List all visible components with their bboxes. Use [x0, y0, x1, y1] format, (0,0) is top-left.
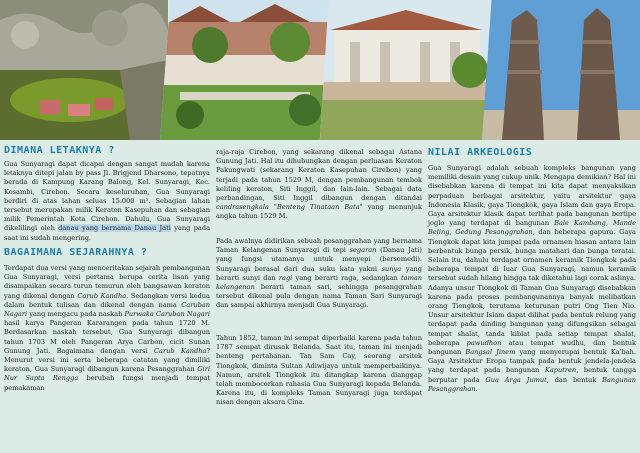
text: yang berarti sunyi dan [216, 264, 422, 282]
text: yang berarti raga, sedangkan [292, 273, 401, 282]
paragraph-arkeologis [428, 164, 636, 394]
text: raja-raja Cirebon, yang sekarang dikenal sebagai Astana Gunung Jati. Hal itu dihubungkan dengan perluasan Keraton Pakungwati (sekarang Keraton Kasepuhan Cirebon) yang terjadi pada tahun 1529 M, dengan pembangunan tembok keliling keraton, Siti Inggil, dan lain-lain. Sebagai data perbandingan, Siti Inggil dibangun dengan ditandai [216, 148, 422, 203]
text: atau tempat wudhu, dan bentuk bangunan [428, 338, 636, 357]
paragraph-mid-3: Tahun 1852, taman ini sempat diperbaiki karena pada tahun 1787 sempat dirusak Belanda. Saat itu, taman ini menjadi benteng pertahanan. Tan Sam Cay, seorang arsitek Tiongkok, diminta Sultan Adiwijaya untuk memperbaikinya. Namun, arsitek Tiongkok itu ditangkap karena dianggap telah membocorkan rahasia Gua Sunyaragi kepada Belanda. Karena itu, di kompleks Taman Sunyaragi juga terdapat nisan dengan aksara Cina. [216, 334, 422, 407]
text-em: Giri Nur Sapta Rengga [4, 365, 210, 383]
text: Terdapat dua versi yang menceritakan sejarah pembangunan Gua Sunyaragi, versi pertama berupa cerita lisan yang disampaikan secara turun temurun oleh bangsawan keraton yang dikenal dengan [4, 264, 210, 300]
paragraph-mid-2 [216, 237, 422, 311]
text-letak-highlight: danau yang bernama Danau Jati [58, 224, 171, 233]
text-em: segaran [349, 246, 377, 255]
text: hasil karya Pangeran Kararangen pada tahun 1720 M. Berdasarkan naskah tersebut, Gua Sunyaragi dibangun tahun 1703 M oleh Pangeran Arya Carbon, cicit Sunan Gunung Jati. Bagaimana dengan versi [4, 319, 210, 355]
text: berarti taman sari, sehingga pesanggrahan tersebut dikenal pula dengan nama Taman Sari Sunyaragi dan sampai akhirnya menjadi Gua Sunyaragi. [216, 283, 422, 310]
text-em: Carub Kandha [77, 291, 127, 300]
text-em: Kaputren [544, 366, 577, 375]
paragraph-mid-1 [216, 148, 422, 222]
text-em: Bangunan Pesanggrahan [428, 375, 637, 393]
text-letak-1: Gua Sunyaragi dapat dicapai dengan sangat mudah karena letaknya ditepi jalan by pass Jl. Brigjend Dharsono, tepatnya berada di Kampung Karang Balong, Kel. Sunyaragi, Kec. Kesambi, Cirebon. Secara keseluruhan, Gua Sunyaragi berdiri di atas lahan seluas 15.000 m². Sebagian lahan tersebut merupakan milik Keraton Kasepuhan dan sebagian milik Pemerintah Kota Cirebon. Dahulu, Gua Sunyaragi dikelilingi oleh [4, 160, 210, 233]
heading-sejarah: BAGAIMANA SEJARAHNYA ? [4, 247, 148, 258]
photo-brick-gate [482, 0, 640, 140]
paragraph-letak [4, 160, 210, 243]
text: yang menunjuk angka tahun 1529 M. [216, 203, 422, 221]
text: . [475, 384, 478, 393]
text-em: pawudhon [466, 338, 502, 347]
text: ? Menurut versi ini serta beberapa catatan yang dimiliki keraton, Gua Sunyaragi dibangun karena Pesanggrahan [4, 346, 210, 374]
heading-arkeologis: NILAI ARKEOLOGIS [428, 147, 533, 158]
text: berubah fungsi menjadi tempat pemakaman [4, 374, 210, 392]
photo-palace-courtyard [160, 0, 330, 140]
text-em: candrasengkala "Benteng Tinataan Bata" [216, 203, 363, 212]
paragraph-sejarah [4, 264, 210, 393]
text-em: sunya [381, 264, 402, 273]
text-em: Bangsal Jinem [465, 348, 516, 357]
text: , dan beberapa gapura. Gaya Tiongkok dapat kita jumpai pada ornamen hiasan antara lain berbentuk bunga persik, bunga matahari dan bunga teratai. Selain itu, dahulu terdapat ornamen keramik Tiongkok pada beberapa tempat di luar Gua Sunyaragi, namun keramik tersebut sudah hilang hingga tak diketahui lagi corak aslinya. Adanya unsur Tiongkok di Taman Gua Sunyaragi disebabkan karena pada proses pembangunannya banyak melibatkan orang Tiongkok, terutama keturunan putri Ong Tien Nio. Unsur arsitektur Islam dapat dilihat pada bentuk relung yang terdapat pada dinding bangunan yang difungsikan sebagai tempat shalat, tanda kiblat pada setiap tempat shalat, beberapa [428, 228, 636, 347]
photo-strip [0, 0, 640, 140]
text-em: Gua Arga Jumut [485, 375, 547, 384]
text: (Danau Jati) yang fungsi utamanya untuk menyepi (bersemedi). Sunyaragi berasal dari dua suku kata yakni [216, 246, 422, 273]
photo-pool-grotto [0, 0, 168, 140]
text-letak-2: yang pada saat ini sudah mengering. [4, 224, 210, 242]
heading-letak: DIMANA LETAKNYA ? [4, 145, 115, 156]
text: Pada awalnya didirikan sebuah pesanggrahan yang bernama Taman Kelangenan Sunyaragi di tepi [216, 237, 422, 255]
photo-white-pavilion [320, 0, 492, 140]
text-em: Caruban Nagari [4, 300, 210, 319]
text-em: Bale Kambang, Mande Beling, Gedung Pesanggrahan [428, 219, 636, 237]
text-em: taman kelangenan [216, 273, 422, 292]
text: . Sedangkan versi kedua dalam bentuk tulisan dan dikenal dengan nama [4, 291, 210, 309]
text-em: Carub Kandha [154, 346, 207, 355]
text: yang menyerupai bentuk Ka'bah. Gaya Arsitektur Eropa tampak pada bentuk jendela-jendela yang terdapat pada bangunan [428, 348, 637, 375]
text: , bentuk tangga berputar pada [428, 366, 637, 384]
text-em: ragi [278, 273, 293, 282]
text-em: Purwaka Caruban Nagari [124, 310, 210, 319]
text: Gua Sunyaragi adalah sebuah kompleks bangunan yang memiliki desain yang cukup unik. Mengapa demikian? Hal ini disebabkan karena di tempat ini kita dapat menyaksikan perpaduan berbagai arsitektur, yaitu arsitektur gaya Indonesia Klasik, gaya Tiongkok, gaya Islam dan gaya Eropa. Gaya arsitektur klasik dapat terlihat pada bangunan bertipe joglo yang terdapat di bangunan [428, 164, 636, 228]
text: yang mengacu pada naskah [27, 310, 125, 319]
text: , dan bentuk [546, 375, 603, 384]
